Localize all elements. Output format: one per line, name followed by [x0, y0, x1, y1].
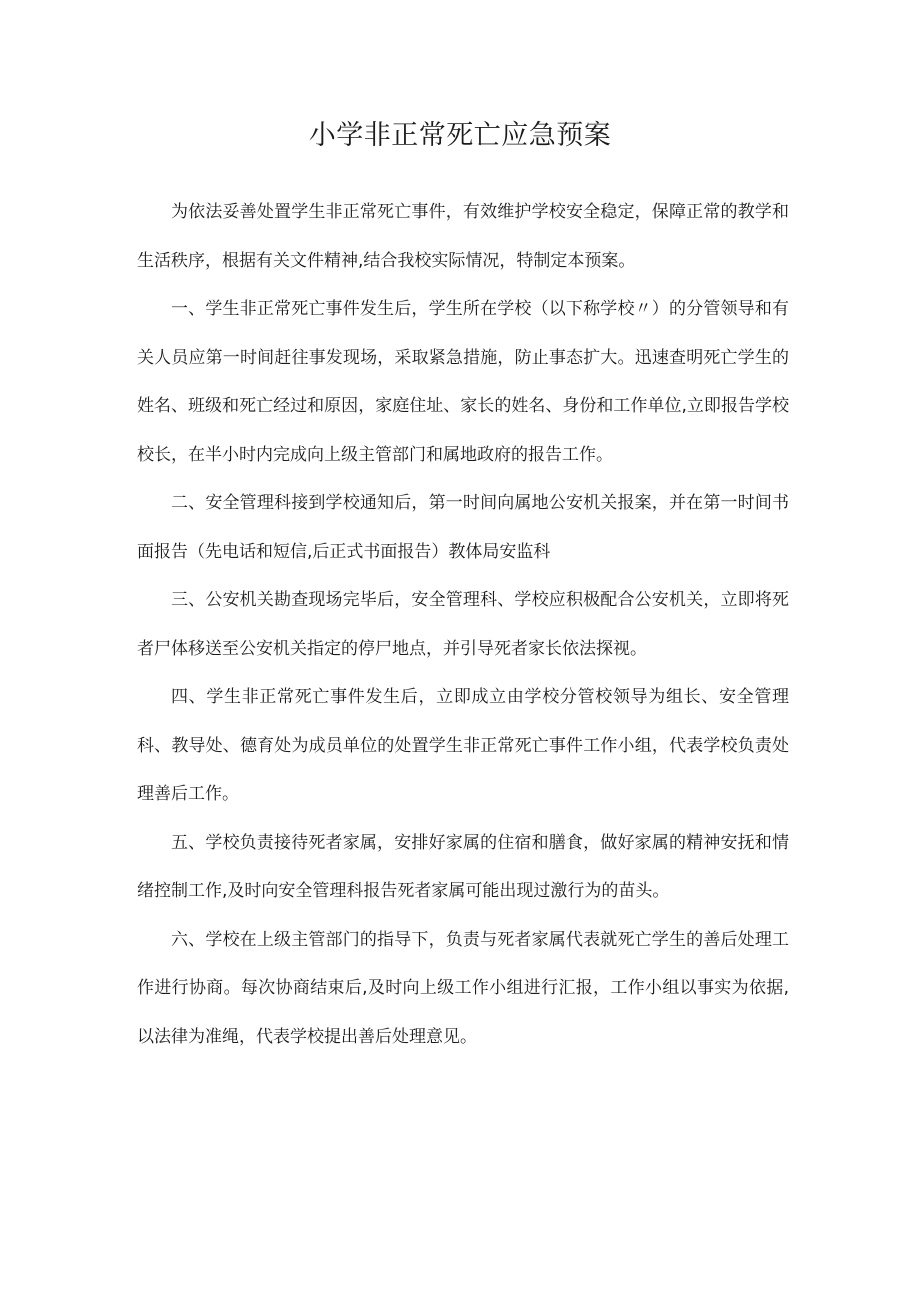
paragraph-6: 六、学校在上级主管部门的指导下，负责与死者家属代表就死亡学生的善后处理工作进行协商。每次协商结束后,及时向上级工作小组进行汇报，工作小组以事实为依据,以法律为准绳，代表学校提出善后处理意见。: [137, 929, 789, 1047]
paragraph-intro: 为依法妥善处置学生非正常死亡事件，有效维护学校安全稳定，保障正常的教学和生活秩序，根据有关文件精神,结合我校实际情况，特制定本预案。: [137, 202, 789, 271]
paragraph-5: 五、学校负责接待死者家属，安排好家属的住宿和膳食，做好家属的精神安抚和情绪控制工作,及时向安全管理科报告死者家属可能出现过激行为的苗头。: [137, 832, 789, 901]
document-title: 小学非正常死亡应急预案: [308, 120, 612, 151]
paragraph-4: 四、学生非正常死亡事件发生后，立即成立由学校分管校领导为组长、安全管理科、教导处、德育处为成员单位的处置学生非正常死亡事件工作小组，代表学校负责处理善后工作。: [137, 687, 789, 804]
paragraph-3: 三、公安机关勘查现场完毕后，安全管理科、学校应积极配合公安机关，立即将死者尸体移送至公安机关指定的停尸地点，并引导死者家长依法探视。: [137, 590, 789, 659]
paragraph-1: 一、学生非正常死亡事件发生后，学生所在学校（以下称学校〃）的分管领导和有关人员应第一时间赶往事发现场，采取紧急措施，防止事态扩大。迅速查明死亡学生的姓名、班级和死亡经过和原因，家庭住址、家长的姓名、身份和工作单位,立即报告学校校长，在半小时内完成向上级主管部门和属地政府的报告工作。: [137, 299, 789, 465]
document-body: [137, 188, 789, 1061]
paragraph-2: 二、安全管理科接到学校通知后，第一时间向属地公安机关报案，并在第一时间书面报告（先电话和短信,后正式书面报告）教体局安监科: [137, 493, 789, 562]
